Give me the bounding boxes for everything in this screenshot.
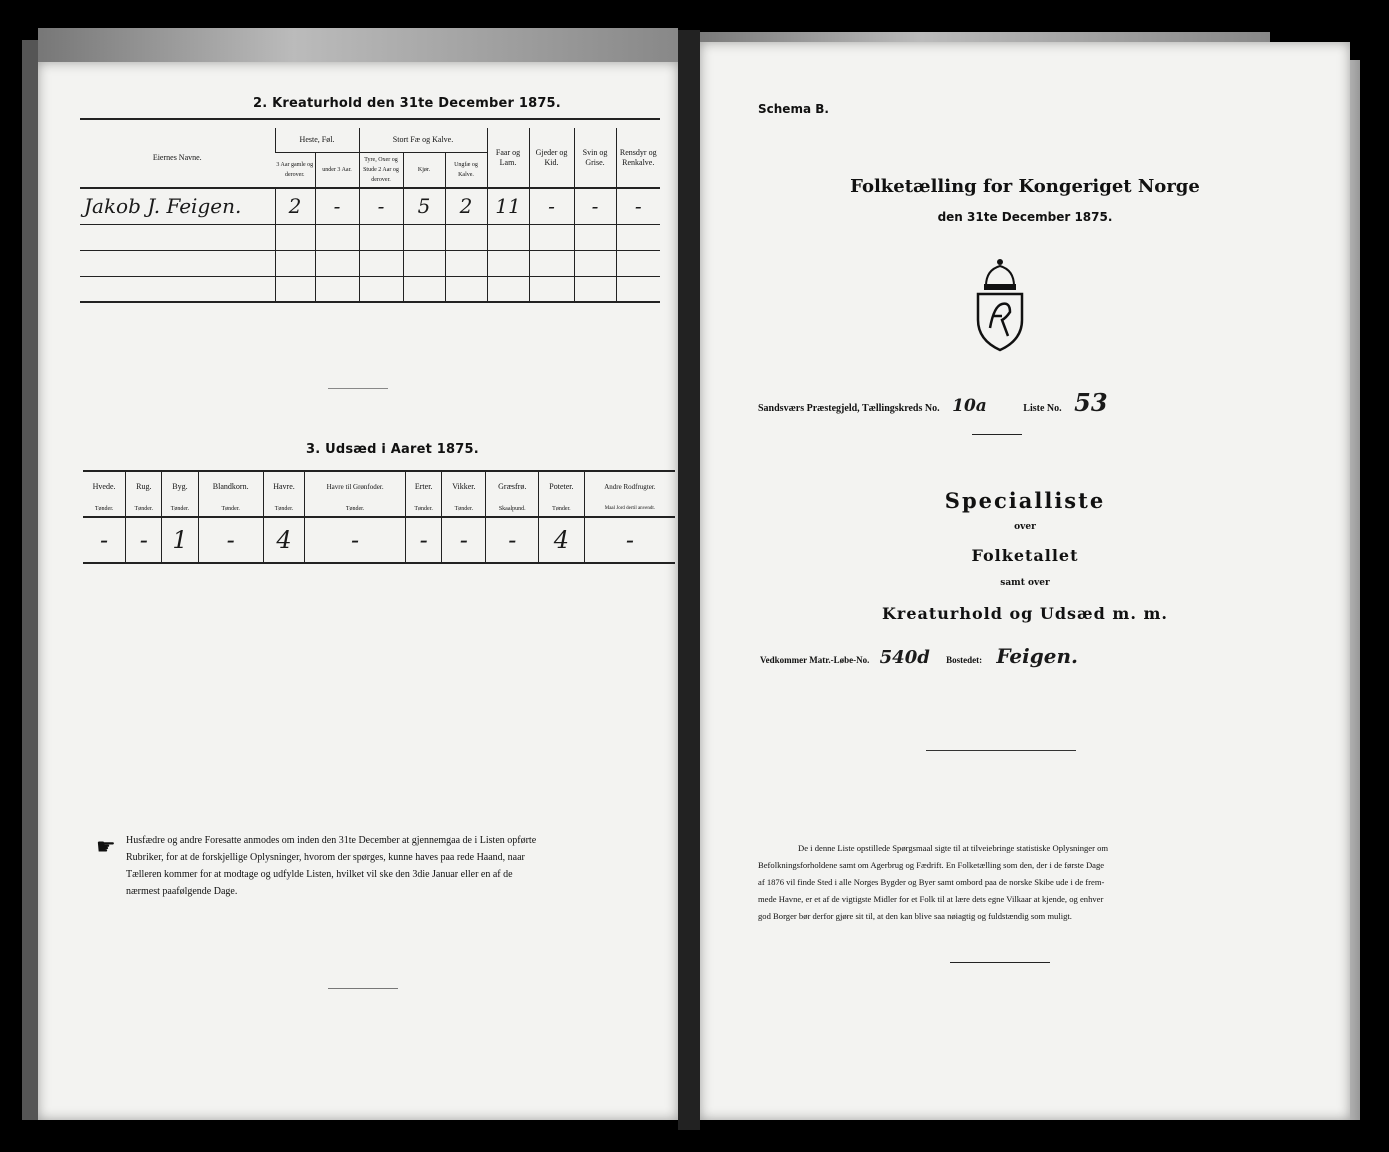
cell: 2 (445, 188, 487, 224)
matr-label: Vedkommer Matr.-Løbe-No. (760, 655, 870, 665)
cell: - (126, 517, 162, 563)
cell: - (584, 517, 675, 563)
col-heste-b: under 3 Aar. (315, 152, 359, 188)
col-poteter: Poteter. (539, 471, 585, 501)
col-graesfro: Græsfrø. (486, 471, 539, 501)
col-rensdyr: Rensdyr og Renkalve. (616, 128, 660, 188)
liste-number: 53 (1074, 388, 1108, 417)
table-row (80, 250, 660, 276)
sowing-table (83, 470, 675, 564)
divider (926, 750, 1076, 751)
cell: 5 (403, 188, 445, 224)
liste-label: Liste No. (1023, 403, 1062, 414)
coat-of-arms-icon (972, 256, 1028, 352)
col-stort-c: Ungfæ og Kalve. (445, 152, 487, 188)
notice-line: Tælleren kommer for at modtage og udfylde Listen, hvilket vil ske den 3die Januar eller en af de (126, 869, 513, 880)
col-svin: Svin og Grise. (574, 128, 616, 188)
pointing-hand-icon: ☛ (96, 835, 116, 860)
cell: - (529, 188, 574, 224)
schema-label: Schema B. (758, 102, 829, 116)
unit: Tønder. (406, 501, 442, 517)
bottom-divider (950, 962, 1050, 963)
specialliste-heading: Specialliste (944, 488, 1106, 513)
cell: 4 (263, 517, 304, 563)
col-byg: Byg. (162, 471, 198, 501)
matr-number: 540d (879, 647, 930, 668)
unit: Maal Jord dertil anvendt. (584, 501, 675, 517)
cell: 11 (487, 188, 529, 224)
bottom-divider (328, 988, 398, 989)
short-divider (328, 388, 388, 389)
paragraph-line: Befolkningsforholdene samt om Agerbrug og Fædrift. En Folketælling som den, der i de første Dage (758, 860, 1105, 870)
cell: - (486, 517, 539, 563)
page-title: Folketælling for Kongeriget Norge (850, 176, 1200, 197)
notice-line: nærmest paafølgende Dage. (126, 886, 238, 897)
unit: Tønder. (94, 505, 114, 512)
kreds-number: 10a (952, 396, 987, 416)
col-stort-b: Kjør. (403, 152, 445, 188)
col-stort-a: Tyre, Oxer og Stude 2 Aar og derover. (359, 152, 403, 188)
kreaturhold-heading: Kreaturhold og Udsæd m. m. (882, 604, 1168, 623)
col-heste-a: 3 Aar gamle og derover. (276, 161, 314, 178)
paragraph-line: De i denne Liste opstillede Spørgsmaal sigte til at tilveiebringe statistiske Oplysninger om (798, 843, 1109, 853)
intro-paragraph (758, 840, 1298, 925)
owner-name: Jakob J. Feigen. (84, 194, 242, 219)
cell: - (198, 517, 263, 563)
paragraph-line: god Borger bør derfor gjøre sit til, at den kan blive saa nøiagtig og fuldstændig som muligt. (758, 911, 1072, 921)
cell: - (574, 188, 616, 224)
cell: 1 (162, 517, 198, 563)
table-row (80, 188, 660, 224)
unit: Tønder. (263, 501, 304, 517)
cell: - (359, 188, 403, 224)
paragraph-line: mede Havne, er et af de vigtigste Midler for et Folk til at lære dets egne Vilkaar at kjende, og enhver (758, 894, 1104, 904)
unit: Tønder. (126, 501, 162, 517)
left-page (38, 62, 678, 1120)
page-subtitle: den 31te December 1875. (937, 210, 1113, 224)
cell: - (406, 517, 442, 563)
notice-text (126, 832, 671, 900)
col-vikker: Vikker. (442, 471, 486, 501)
scan-strip-left (38, 28, 678, 62)
cell: - (442, 517, 486, 563)
bosted-label: Bostedet: (946, 655, 983, 665)
col-blandkorn: Blandkorn. (198, 471, 263, 501)
unit: Tønder. (162, 501, 198, 517)
col-heste: Heste, Føl. (275, 128, 359, 152)
samt-over-text: samt over (1000, 578, 1050, 588)
livestock-table (80, 128, 660, 303)
table-row (83, 517, 675, 563)
table-row (80, 224, 660, 250)
notice-line: Rubriker, for at de forskjellige Oplysninger, hvorom der spørges, kunne haves paa rede Haand, naar (126, 852, 525, 863)
col-faar: Faar og Lam. (487, 128, 529, 188)
cell: 4 (539, 517, 585, 563)
bosted-value: Feigen. (996, 644, 1078, 668)
unit: Skaalpund. (486, 501, 539, 517)
cell: - (305, 517, 406, 563)
col-stort: Stort Fæ og Kalve. (359, 128, 487, 152)
cell: - (315, 188, 359, 224)
over-text: over (1014, 522, 1036, 532)
unit: Tønder. (305, 501, 406, 517)
col-andre: Andre Rodfrugter. (584, 471, 675, 501)
rule-top (80, 118, 660, 120)
cell: - (100, 526, 109, 554)
unit: Tønder. (442, 501, 486, 517)
col-hvede: Hvede. (92, 481, 116, 491)
table-row (80, 276, 660, 302)
divider (972, 434, 1022, 435)
section-3-title: 3. Udsæd i Aaret 1875. (306, 442, 479, 457)
col-havre-gronfoder: Havre til Grønfoder. (305, 471, 406, 501)
parish-label: Sandsværs Præstegjeld, Tællingskreds No. (758, 403, 940, 414)
parish-line (758, 388, 1108, 417)
book-binding (678, 30, 700, 1130)
paragraph-line: af 1876 vil finde Sted i alle Norges Bygder og Byer samt ombord paa de norske Skibe ude i de frem- (758, 877, 1105, 887)
notice-line: Husfædre og andre Foresatte anmodes om inden den 31te December at gjennemgaa de i Listen opførte (126, 835, 537, 846)
right-page (700, 42, 1350, 1120)
folketallet-heading: Folketallet (971, 546, 1079, 565)
unit: Tønder. (198, 501, 263, 517)
section-2-title: 2. Kreaturhold den 31te December 1875. (253, 96, 561, 111)
col-rug: Rug. (126, 471, 162, 501)
col-erter: Erter. (406, 471, 442, 501)
unit: Tønder. (539, 501, 585, 517)
col-gjeder: Gjeder og Kid. (529, 128, 574, 188)
col-havre: Havre. (263, 471, 304, 501)
matr-line (760, 644, 1078, 668)
cell: 2 (275, 188, 315, 224)
col-owner: Eiernes Navne. (152, 152, 202, 162)
cell: - (616, 188, 660, 224)
